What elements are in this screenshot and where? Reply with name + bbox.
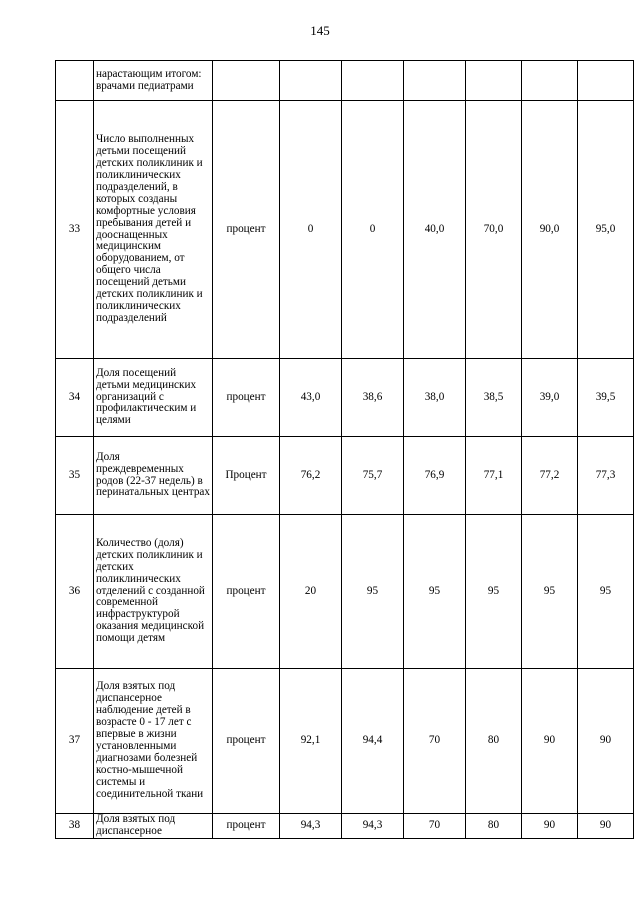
- value-cell: [578, 61, 634, 101]
- value-cell: 90: [522, 669, 578, 814]
- value-cell: 75,7: [342, 437, 404, 515]
- value-cell: 70: [404, 669, 466, 814]
- value-cell: [404, 61, 466, 101]
- value-cell: 92,1: [280, 669, 342, 814]
- value-cell: 70: [404, 814, 466, 839]
- table-row: [56, 61, 634, 101]
- value-cell: 95: [404, 515, 466, 669]
- row-number: [56, 61, 94, 101]
- value-cell: 80: [466, 814, 522, 839]
- value-cell: 77,3: [578, 437, 634, 515]
- row-number: 37: [56, 669, 94, 814]
- value-cell: 40,0: [404, 101, 466, 359]
- value-cell: 38,0: [404, 359, 466, 437]
- row-number: 38: [56, 814, 94, 839]
- value-cell: [466, 61, 522, 101]
- indicator-name: нарастающим итогом: врачами педиатрами: [94, 61, 213, 101]
- value-cell: [280, 61, 342, 101]
- row-number: 35: [56, 437, 94, 515]
- value-cell: [522, 61, 578, 101]
- table-row: [56, 359, 634, 437]
- value-cell: 95: [578, 515, 634, 669]
- value-cell: 95: [342, 515, 404, 669]
- indicator-name: Доля преждевременных родов (22-37 недель) в перинатальных центрах: [94, 437, 213, 515]
- value-cell: 95: [522, 515, 578, 669]
- value-cell: 90: [522, 814, 578, 839]
- value-cell: 95: [466, 515, 522, 669]
- indicator-name: Число выполненных детьми посещений детских поликлиник и поликлинических подразделений, в которых созданы комфортные условия пребывания детей и дооснащенных медицинским оборудованием, от общего числа посещений детьми детских поликлиник и поликлинических подразделений: [94, 101, 213, 359]
- value-cell: 39,5: [578, 359, 634, 437]
- value-cell: 80: [466, 669, 522, 814]
- value-cell: 90,0: [522, 101, 578, 359]
- value-cell: 94,3: [342, 814, 404, 839]
- value-cell: 20: [280, 515, 342, 669]
- indicator-name: Количество (доля) детских поликлиник и детских поликлинических отделений с созданной современной инфраструктурой оказания медицинской помощи детям: [94, 515, 213, 669]
- value-cell: 95,0: [578, 101, 634, 359]
- value-cell: 76,9: [404, 437, 466, 515]
- value-cell: 0: [280, 101, 342, 359]
- unit-cell: процент: [213, 814, 280, 839]
- row-number: 34: [56, 359, 94, 437]
- value-cell: 39,0: [522, 359, 578, 437]
- indicator-name: Доля взятых под диспансерное наблюдение детей в возрасте 0 - 17 лет с впервые в жизни установленными диагнозами болезней костно-мышечной системы и соединительной ткани: [94, 669, 213, 814]
- value-cell: 38,5: [466, 359, 522, 437]
- value-cell: 94,4: [342, 669, 404, 814]
- value-cell: 43,0: [280, 359, 342, 437]
- value-cell: 90: [578, 669, 634, 814]
- row-number: 33: [56, 101, 94, 359]
- table-row: [56, 814, 634, 839]
- value-cell: 90: [578, 814, 634, 839]
- table-row: [56, 437, 634, 515]
- page-number: 145: [310, 23, 330, 38]
- table-row: [56, 101, 634, 359]
- unit-cell: процент: [213, 669, 280, 814]
- unit-cell: процент: [213, 515, 280, 669]
- value-cell: 94,3: [280, 814, 342, 839]
- unit-cell: процент: [213, 101, 280, 359]
- indicator-table: [55, 60, 634, 839]
- unit-cell: Процент: [213, 437, 280, 515]
- indicator-name: Доля взятых под диспансерное: [94, 814, 213, 839]
- row-number: 36: [56, 515, 94, 669]
- value-cell: [342, 61, 404, 101]
- value-cell: 77,2: [522, 437, 578, 515]
- table-row: [56, 669, 634, 814]
- value-cell: 38,6: [342, 359, 404, 437]
- value-cell: 0: [342, 101, 404, 359]
- indicator-name: Доля посещений детьми медицинских организаций с профилактическим и целями: [94, 359, 213, 437]
- table-row: [56, 515, 634, 669]
- value-cell: 77,1: [466, 437, 522, 515]
- unit-cell: [213, 61, 280, 101]
- value-cell: 76,2: [280, 437, 342, 515]
- unit-cell: процент: [213, 359, 280, 437]
- value-cell: 70,0: [466, 101, 522, 359]
